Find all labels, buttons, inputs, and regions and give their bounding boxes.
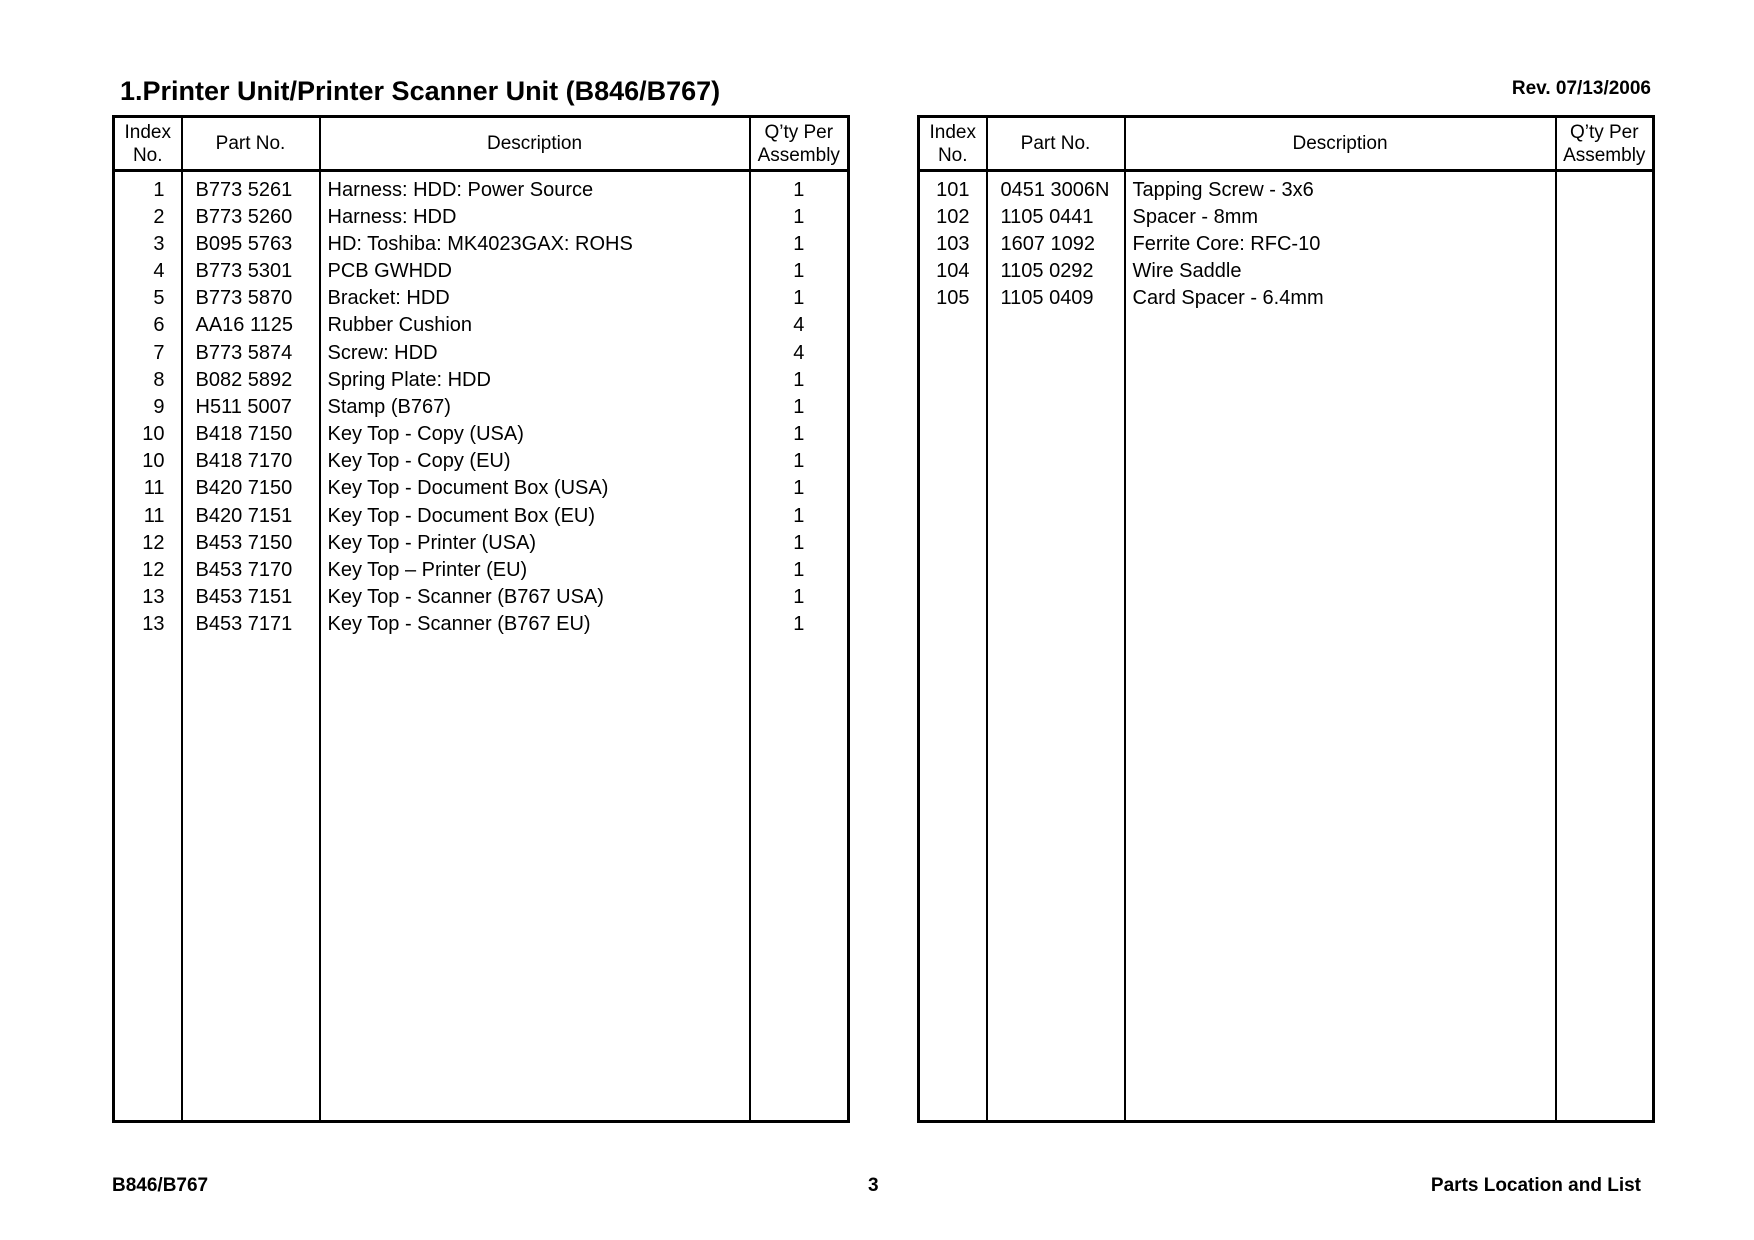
description-cell: Key Top - Printer (USA) (320, 529, 750, 556)
quantity-cell: 1 (750, 502, 849, 529)
quantity-cell (1556, 285, 1654, 312)
description-cell: Card Spacer - 6.4mm (1125, 285, 1556, 312)
empty-cell (919, 312, 987, 1122)
quantity-cell: 1 (750, 584, 849, 611)
table-row (114, 584, 849, 611)
index-cell: 101 (936, 178, 970, 201)
index-cell: 12 (142, 531, 165, 554)
table-row (114, 556, 849, 583)
index-column-header: Index No. (919, 117, 987, 171)
index-cell: 13 (142, 586, 165, 609)
parts-table-left (112, 115, 850, 1123)
part-number-cell: B453 7170 (182, 556, 320, 583)
index-cell: 5 (153, 287, 165, 310)
empty-cell (182, 638, 320, 1122)
index-cell: 2 (153, 205, 165, 228)
part-number-cell: B773 5874 (182, 339, 320, 366)
index-cell: 8 (153, 368, 165, 391)
table-filler-row (919, 312, 1654, 1122)
description-cell: HD: Toshiba: MK4023GAX: ROHS (320, 230, 750, 257)
index-cell: 103 (936, 232, 970, 255)
part-number-cell: B418 7150 (182, 421, 320, 448)
parts-rows-left (114, 171, 849, 1122)
quantity-cell: 1 (750, 393, 849, 420)
description-cell: Key Top – Printer (EU) (320, 556, 750, 583)
part-number-cell: AA16 1125 (182, 312, 320, 339)
part-number-cell: 0451 3006N (987, 171, 1125, 204)
index-column-header: Index No. (114, 117, 182, 171)
part-number-column-header: Part No. (182, 117, 320, 171)
quantity-cell: 1 (750, 285, 849, 312)
quantity-cell (1556, 257, 1654, 284)
table-row (114, 257, 849, 284)
part-number-cell: 1105 0292 (987, 257, 1125, 284)
part-number-cell: H511 5007 (182, 393, 320, 420)
part-number-cell: B420 7150 (182, 475, 320, 502)
part-number-cell: B095 5763 (182, 230, 320, 257)
description-cell: Harness: HDD (320, 203, 750, 230)
quantity-cell: 1 (750, 257, 849, 284)
description-cell: Key Top - Scanner (B767 EU) (320, 611, 750, 638)
description-cell: Spacer - 8mm (1125, 203, 1556, 230)
description-column-header: Description (1125, 117, 1556, 171)
table-row (114, 203, 849, 230)
quantity-cell: 1 (750, 529, 849, 556)
revision-date: Rev. 07/13/2006 (1511, 78, 1651, 99)
description-cell: Key Top - Scanner (B767 USA) (320, 584, 750, 611)
quantity-column-header: Q’ty Per Assembly (750, 117, 849, 171)
empty-cell (750, 638, 849, 1122)
part-number-column-header: Part No. (987, 117, 1125, 171)
table-row (919, 171, 1654, 204)
description-cell: Spring Plate: HDD (320, 366, 750, 393)
table-row (114, 502, 849, 529)
quantity-cell: 1 (750, 448, 849, 475)
table-row (919, 203, 1654, 230)
index-cell: 11 (143, 504, 165, 527)
description-cell: Bracket: HDD (320, 285, 750, 312)
part-number-cell: B773 5261 (182, 171, 320, 204)
index-cell: 10 (142, 450, 165, 473)
quantity-cell: 1 (750, 230, 849, 257)
part-number-cell: B453 7171 (182, 611, 320, 638)
table-row (114, 611, 849, 638)
table-header-row (114, 117, 849, 171)
index-cell: 4 (153, 259, 165, 282)
table-row (114, 171, 849, 204)
part-number-cell: B453 7151 (182, 584, 320, 611)
description-cell: Screw: HDD (320, 339, 750, 366)
index-cell: 104 (936, 259, 970, 282)
quantity-cell: 4 (750, 312, 849, 339)
empty-cell (320, 638, 750, 1122)
description-cell: Harness: HDD: Power Source (320, 171, 750, 204)
footer-section: Parts Location and List (1430, 1175, 1641, 1196)
parts-rows-right (919, 171, 1654, 1122)
part-number-cell: B773 5870 (182, 285, 320, 312)
index-cell: 1 (153, 178, 165, 201)
page-title: 1.Printer Unit/Printer Scanner Unit (B846/B767) (120, 76, 721, 106)
table-header-row (919, 117, 1654, 171)
part-number-cell: B453 7150 (182, 529, 320, 556)
description-cell: Key Top - Document Box (USA) (320, 475, 750, 502)
footer-page-number: 3 (868, 1175, 879, 1196)
quantity-cell (1556, 203, 1654, 230)
empty-cell (1556, 312, 1654, 1122)
description-cell: Wire Saddle (1125, 257, 1556, 284)
quantity-cell: 1 (750, 421, 849, 448)
empty-cell (114, 638, 182, 1122)
table-row (114, 421, 849, 448)
table-row (114, 230, 849, 257)
quantity-cell (1556, 230, 1654, 257)
table-row (919, 257, 1654, 284)
description-cell: Key Top - Copy (USA) (320, 421, 750, 448)
table-row (919, 285, 1654, 312)
index-cell: 102 (936, 205, 970, 228)
description-cell: Ferrite Core: RFC-10 (1125, 230, 1556, 257)
quantity-cell (1556, 171, 1654, 204)
table-row (919, 230, 1654, 257)
description-cell: Tapping Screw - 3x6 (1125, 171, 1556, 204)
table-row (114, 366, 849, 393)
part-number-cell: 1105 0409 (987, 285, 1125, 312)
quantity-cell: 1 (750, 366, 849, 393)
index-cell: 105 (936, 287, 970, 310)
table-row (114, 285, 849, 312)
description-cell: Rubber Cushion (320, 312, 750, 339)
description-cell: Key Top - Document Box (EU) (320, 502, 750, 529)
index-cell: 10 (142, 423, 165, 446)
table-row (114, 448, 849, 475)
parts-table-right (917, 115, 1655, 1123)
empty-cell (987, 312, 1125, 1122)
index-cell: 11 (143, 477, 165, 500)
quantity-cell: 4 (750, 339, 849, 366)
part-number-cell: B773 5260 (182, 203, 320, 230)
index-cell: 12 (142, 559, 165, 582)
quantity-cell: 1 (750, 203, 849, 230)
table-filler-row (114, 638, 849, 1122)
index-cell: 9 (153, 395, 165, 418)
index-cell: 7 (153, 341, 165, 364)
part-number-cell: B418 7170 (182, 448, 320, 475)
part-number-cell: B420 7151 (182, 502, 320, 529)
empty-cell (1125, 312, 1556, 1122)
description-cell: PCB GWHDD (320, 257, 750, 284)
index-cell: 6 (153, 314, 165, 337)
quantity-column-header: Q’ty Per Assembly (1556, 117, 1654, 171)
table-row (114, 312, 849, 339)
table-row (114, 529, 849, 556)
description-column-header: Description (320, 117, 750, 171)
quantity-cell: 1 (750, 171, 849, 204)
part-number-cell: B082 5892 (182, 366, 320, 393)
quantity-cell: 1 (750, 611, 849, 638)
table-row (114, 475, 849, 502)
quantity-cell: 1 (750, 475, 849, 502)
part-number-cell: 1607 1092 (987, 230, 1125, 257)
table-row (114, 393, 849, 420)
index-cell: 13 (142, 613, 165, 636)
footer-model: B846/B767 (112, 1175, 209, 1196)
description-cell: Key Top - Copy (EU) (320, 448, 750, 475)
table-row (114, 339, 849, 366)
index-cell: 3 (153, 232, 165, 255)
part-number-cell: B773 5301 (182, 257, 320, 284)
description-cell: Stamp (B767) (320, 393, 750, 420)
quantity-cell: 1 (750, 556, 849, 583)
part-number-cell: 1105 0441 (987, 203, 1125, 230)
